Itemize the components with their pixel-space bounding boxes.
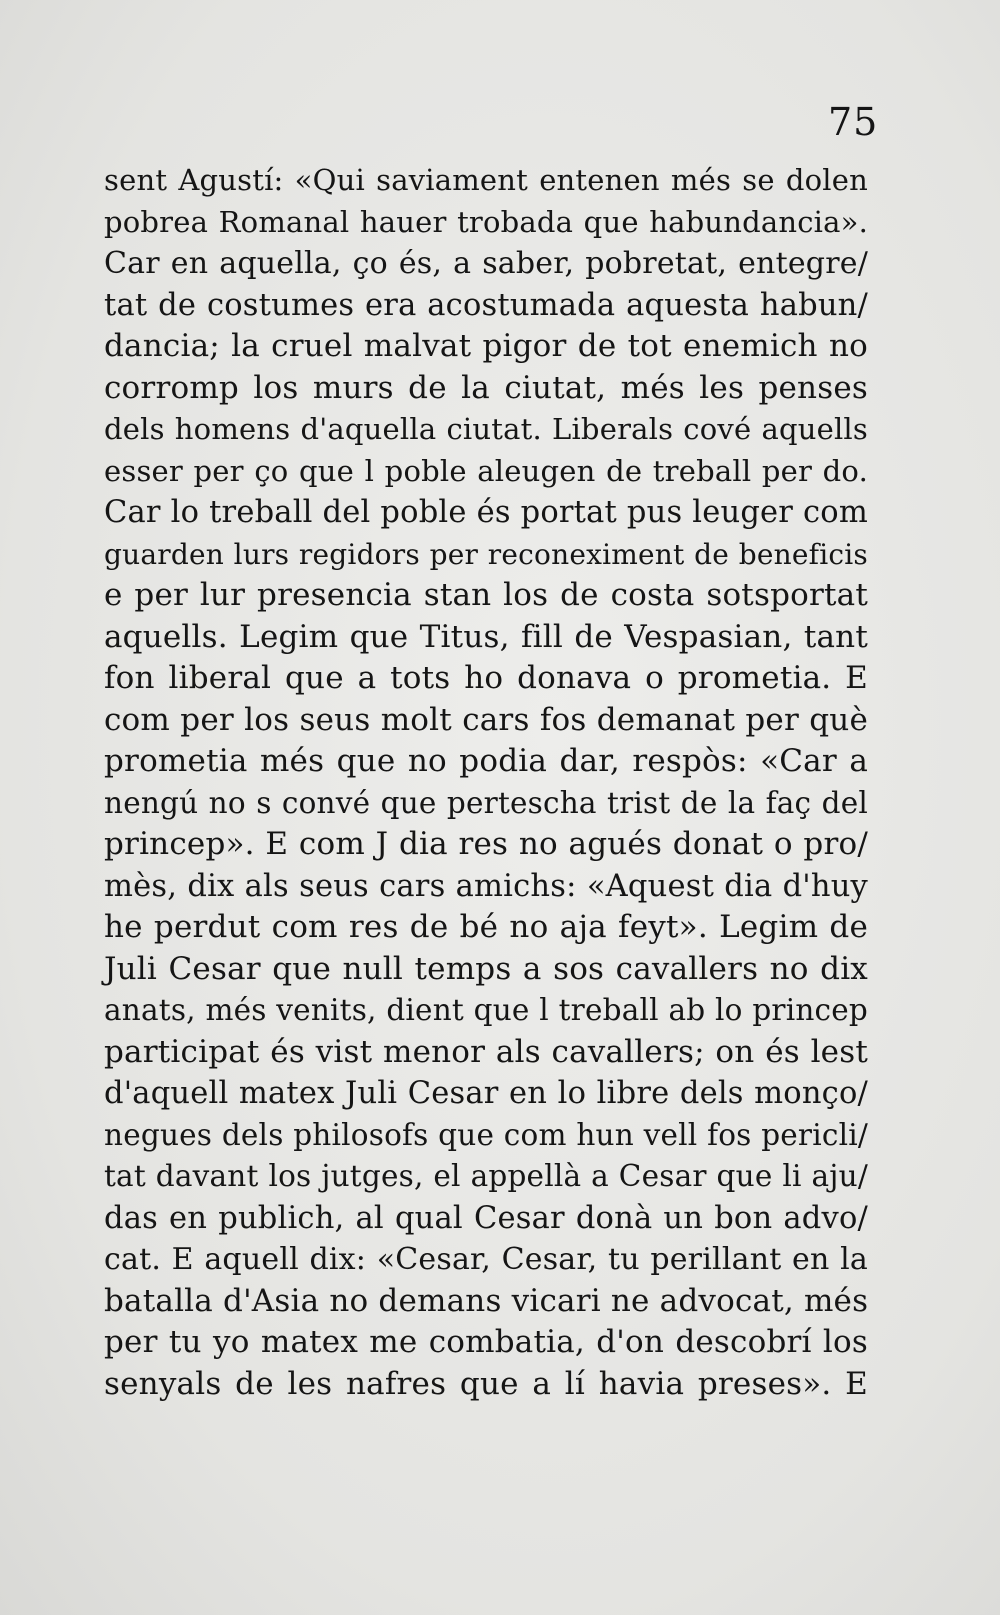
- text-line: fon liberal que a tots ho donava o prometia. E: [104, 660, 868, 696]
- text-line: dancia; la cruel malvat pigor de tot enemich no: [104, 328, 868, 364]
- text-line: princep». E com J dia res no agués donat o pro/: [104, 826, 868, 862]
- text-line: Car en aquella, ço és, a saber, pobretat, entegre/: [104, 246, 868, 281]
- text-line: e per lur presencia stan los de costa sotsportat: [104, 577, 868, 613]
- text-line: dels homens d'aquella ciutat. Liberals cové aquells: [104, 412, 868, 446]
- text-line: d'aquell matex Juli Cesar en lo libre dels monço/: [104, 1076, 868, 1111]
- text-line: tat de costumes era acostumada aquesta habun/: [104, 287, 868, 323]
- text-line: negues dels philosofs que com hun vell fos pericli/: [104, 1117, 868, 1152]
- text-line: participat és vist menor als cavallers; on és lest: [104, 1033, 868, 1070]
- text-line: per tu yo matex me combatia, d'on descobrí los: [104, 1324, 868, 1360]
- text-line: mès, dix als seus cars amichs: «Aquest dia d'huy: [104, 868, 868, 904]
- text-line: anats, més venits, dient que l treball ab lo princep: [104, 993, 868, 1027]
- text-line: senyals de les nafres que a lí havia preses». E: [104, 1365, 868, 1402]
- text-line: he perdut com res de bé no aja feyt». Legim de: [104, 909, 868, 945]
- text-line: batalla d'Asia no demans vicari ne advocat, més: [104, 1282, 869, 1319]
- text-line: pobrea Romanal hauer trobada que habundancia».: [104, 204, 868, 239]
- text-line: sent Agustí: «Qui saviament entenen més se dolen: [104, 163, 868, 197]
- text-line: esser per ço que l poble aleugen de treball per do.: [104, 453, 868, 488]
- text-line: Car lo treball del poble és portat pus leuger com: [104, 495, 868, 530]
- text-line: prometia més que no podia dar, respòs: «Car a: [104, 743, 868, 779]
- text-line: com per los seus molt cars fos demanat per què: [104, 701, 868, 738]
- body-text: [104, 160, 868, 1405]
- text-line: aquells. Legim que Titus, fill de Vespasian, tant: [104, 618, 868, 655]
- text-line: das en publich, al qual Cesar donà un bon advo/: [104, 1200, 868, 1236]
- text-line: cat. E aquell dix: «Cesar, Cesar, tu perillant en la: [104, 1242, 868, 1277]
- page-number: 75: [828, 100, 879, 144]
- text-line: Juli Cesar que null temps a sos cavallers no dix: [104, 950, 868, 987]
- text-line: tat davant los jutges, el appellà a Cesar que li aju/: [104, 1159, 868, 1193]
- text-line: nengú no s convé que pertescha trist de la faç del: [104, 785, 868, 820]
- text-line: corromp los murs de la ciutat, més les penses: [104, 369, 868, 406]
- text-line: guarden lurs regidors per reconeximent de beneficis: [104, 537, 868, 571]
